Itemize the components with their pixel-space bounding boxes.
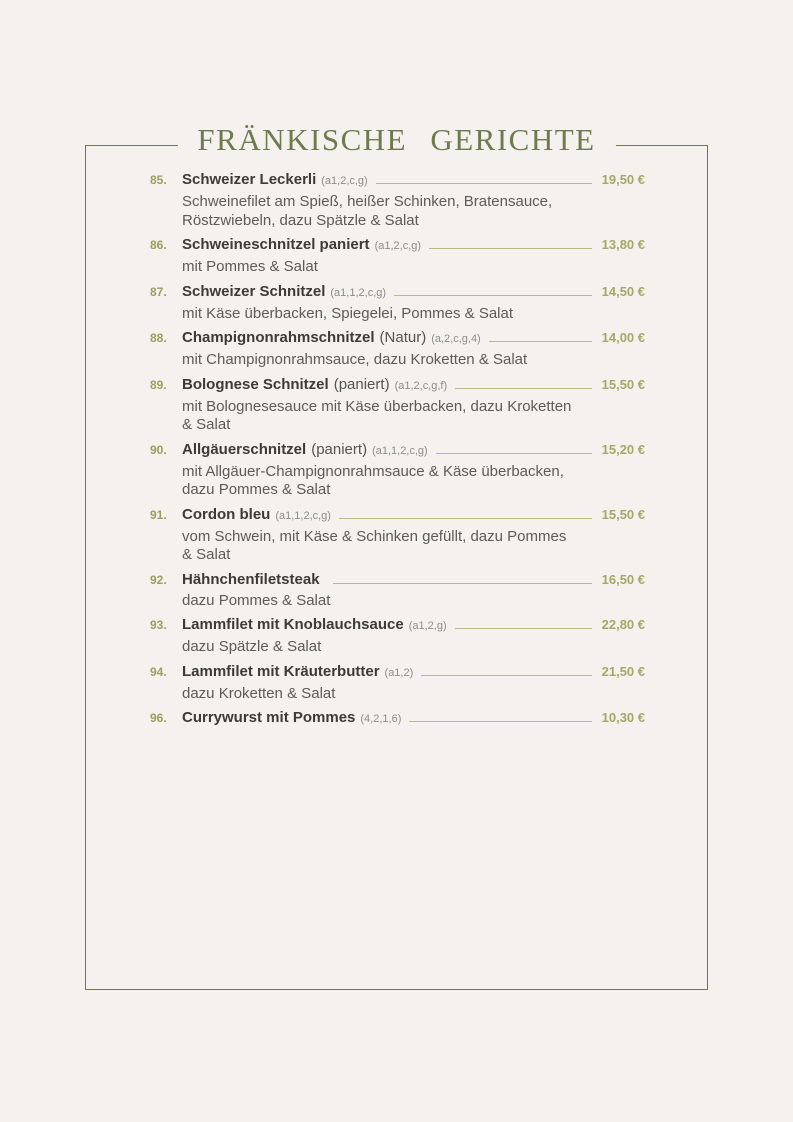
menu-item [150, 282, 645, 324]
item-price: 10,30 € [601, 710, 645, 725]
item-allergens: (a1,1,2,c,g) [330, 286, 387, 299]
menu-item-row [150, 662, 645, 683]
menu-item-row [150, 375, 645, 396]
menu-item [150, 375, 645, 435]
item-number: 92. [150, 572, 167, 587]
leader-line [455, 384, 591, 389]
menu-item [150, 708, 645, 729]
menu-frame-border [85, 145, 708, 990]
item-name: Hähnchenfiletsteak [182, 570, 320, 588]
item-name: Cordon bleu [182, 505, 271, 523]
menu-item [150, 662, 645, 704]
menu-item [150, 235, 645, 277]
item-price: 14,50 € [601, 283, 645, 299]
item-price: 14,00 € [601, 330, 645, 345]
item-variant: (Natur) [379, 329, 427, 346]
leader-line [429, 244, 592, 249]
item-number: 90. [150, 442, 167, 457]
item-allergens: (4,2,1,6) [360, 713, 402, 725]
item-description: Schweinefilet am Spieß, heißer Schinken, Bratensauce, Röstzwiebeln, dazu Spätzle & Salat [182, 193, 553, 229]
menu-item [150, 505, 645, 565]
item-description: mit Allgäuer-Champignonrahmsauce & Käse überbacken, dazu Pommes & Salat [182, 462, 564, 498]
item-name: Schweizer Leckerli [182, 171, 317, 188]
item-number: 85. [150, 173, 167, 187]
item-allergens: (a1,2,c,g) [321, 175, 368, 187]
menu-item-row [150, 570, 645, 590]
menu-item-row [150, 615, 645, 636]
menu-item-row [150, 235, 645, 256]
item-price: 15,50 € [601, 506, 645, 522]
menu-items [150, 170, 645, 734]
item-number: 93. [150, 618, 167, 632]
leader-line [409, 717, 591, 722]
item-price: 15,20 € [601, 441, 645, 457]
item-price: 22,80 € [601, 617, 645, 632]
item-price: 13,80 € [601, 237, 645, 252]
item-description: mit Bolognesesauce mit Käse überbacken, dazu Kroketten & Salat [182, 397, 572, 433]
item-name: Lammfilet mit Kräuterbutter [182, 662, 380, 680]
item-description: mit Pommes & Salat [182, 258, 318, 275]
item-price: 21,50 € [601, 663, 645, 679]
menu-item-row [150, 708, 645, 729]
item-number: 94. [150, 664, 167, 679]
menu-item [150, 170, 645, 230]
menu-item-row [150, 440, 645, 461]
item-description: dazu Kroketten & Salat [182, 684, 336, 702]
item-allergens: (a1,2,g) [408, 620, 447, 632]
page-title: FRÄNKISCHE GERICHTE [177, 122, 615, 158]
item-description: dazu Spätzle & Salat [182, 638, 322, 655]
item-allergens: (a,2,c,g,4) [431, 333, 481, 345]
item-description: vom Schwein, mit Käse & Schinken gefüllt, dazu Pommes & Salat [182, 527, 567, 563]
item-number: 86. [150, 238, 167, 252]
leader-line [489, 337, 592, 342]
item-description: mit Käse überbacken, Spiegelei, Pommes & Salat [182, 304, 514, 322]
item-number: 91. [150, 507, 167, 522]
leader-line [339, 514, 592, 519]
menu-item [150, 328, 645, 370]
menu-item [150, 440, 645, 500]
item-variant: (paniert) [311, 440, 368, 458]
item-name: Allgäuerschnitzel [182, 440, 307, 458]
item-allergens: (a1,1,2,c,g) [372, 444, 428, 457]
item-allergens: (a1,1,2,c,g) [275, 509, 331, 522]
leader-line [376, 179, 592, 184]
leader-line [436, 449, 592, 454]
menu-item-row [150, 170, 645, 191]
item-name: Schweineschnitzel paniert [182, 236, 370, 253]
item-allergens: (a1,2,c,g,f) [394, 379, 448, 392]
item-allergens: (a1,2,c,g) [374, 240, 422, 252]
item-price: 16,50 € [601, 571, 645, 587]
menu-item-row [150, 505, 645, 526]
leader-line [333, 579, 592, 584]
item-price: 19,50 € [601, 172, 645, 187]
item-variant: (paniert) [333, 375, 390, 393]
item-number: 96. [150, 711, 167, 725]
item-price: 15,50 € [601, 376, 645, 392]
item-name: Lammfilet mit Knoblauchsauce [182, 616, 404, 633]
item-description: dazu Pommes & Salat [182, 591, 331, 609]
menu-item [150, 615, 645, 657]
menu-item [150, 570, 645, 611]
menu-item-row [150, 328, 645, 349]
leader-line [394, 291, 592, 296]
item-name: Schweizer Schnitzel [182, 282, 326, 300]
item-description: mit Champignonrahmsauce, dazu Kroketten & Salat [182, 351, 528, 368]
menu-item-row [150, 282, 645, 303]
item-allergens: (a1,2) [384, 666, 414, 679]
item-name: Currywurst mit Pommes [182, 709, 356, 726]
item-number: 89. [150, 377, 167, 392]
item-name: Champignonrahmschnitzel [182, 329, 375, 346]
item-number: 88. [150, 331, 167, 345]
leader-line [455, 624, 592, 629]
leader-line [421, 671, 591, 676]
item-name: Bolognese Schnitzel [182, 375, 329, 393]
item-number: 87. [150, 284, 167, 299]
